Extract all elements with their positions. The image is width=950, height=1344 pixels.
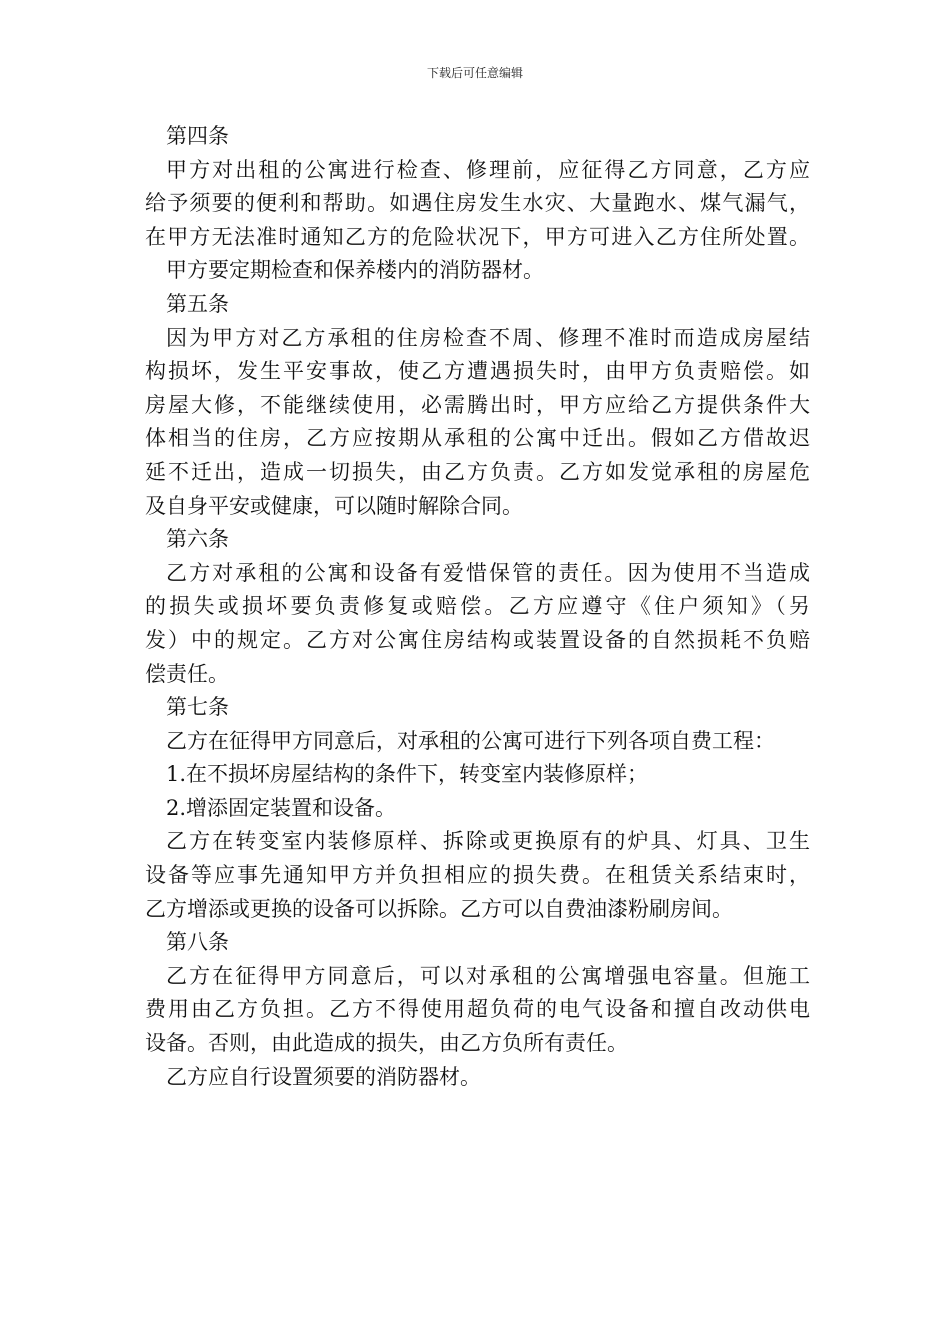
paragraph-line: 设备等应事先通知甲方并负担相应的损失费。在租赁关系结束时， (145, 863, 810, 888)
article-heading: 第六条 (166, 527, 229, 552)
paragraph-line: 及自身平安或健康，可以随时解除合同。 (145, 493, 523, 518)
list-item: 1.在不损坏房屋结构的条件下，转变室内装修原样； (166, 762, 649, 787)
paragraph-line: 构损坏，发生平安事故，使乙方遭遇损失时，由甲方负责赔偿。如 (145, 359, 810, 384)
paragraph-line: 乙方在转变室内装修原样、拆除或更换原有的炉具、灯具、卫生 (166, 829, 810, 854)
article-heading: 第四条 (166, 124, 229, 148)
paragraph-line: 乙方增添或更换的设备可以拆除。乙方可以自费油漆粉刷房间。 (145, 896, 733, 921)
paragraph-line: 甲方对出租的公寓进行检查、修理前，应征得乙方同意，乙方应 (166, 157, 810, 182)
document-body (145, 120, 810, 1094)
article-heading: 第八条 (166, 930, 229, 955)
paragraph-line: 的损失或损坏要负责修复或赔偿。乙方应遵守《住户须知》（另 (145, 594, 810, 619)
paragraph-line: 乙方在征得甲方同意后，可以对承租的公寓增强电容量。但施工 (166, 963, 810, 988)
paragraph-line: 乙方对承租的公寓和设备有爱惜保管的责任。因为使用不当造成 (166, 560, 810, 585)
paragraph-line: 甲方要定期检查和保养楼内的消防器材。 (166, 258, 544, 283)
paragraph-line: 费用由乙方负担。乙方不得使用超负荷的电气设备和擅自改动供电 (145, 997, 810, 1022)
page-header: 下载后可任意编辑 (426, 66, 523, 80)
list-item: 2.增添固定装置和设备。 (166, 795, 397, 820)
paragraph-line: 延不迁出，造成一切损失，由乙方负责。乙方如发觉承租的房屋危 (145, 459, 810, 484)
article-heading: 第七条 (166, 695, 229, 720)
paragraph-line: 因为甲方对乙方承租的住房检查不周、修理不准时而造成房屋结 (166, 325, 810, 350)
paragraph-line: 给予须要的便利和帮助。如遇住房发生水灾、大量跑水、煤气漏气， (145, 191, 810, 216)
article-heading: 第五条 (166, 291, 229, 316)
paragraph-line: 在甲方无法准时通知乙方的危险状况下，甲方可进入乙方住所处置。 (145, 224, 810, 249)
paragraph-line: 发）中的规定。乙方对公寓住房结构或装置设备的自然损耗不负赔 (145, 627, 810, 652)
paragraph-line: 体相当的住房，乙方应按期从承租的公寓中迁出。假如乙方借故迟 (145, 426, 810, 451)
paragraph-line: 房屋大修，不能继续使用，必需腾出时，甲方应给乙方提供条件大 (145, 392, 810, 417)
paragraph-line: 乙方应自行设置须要的消防器材。 (166, 1064, 481, 1089)
paragraph-line: 偿责任。 (145, 661, 229, 686)
paragraph-line: 设备。否则，由此造成的损失，由乙方负所有责任。 (145, 1031, 628, 1056)
paragraph-line: 乙方在征得甲方同意后，对承租的公寓可进行下列各项自费工程： (166, 728, 775, 753)
